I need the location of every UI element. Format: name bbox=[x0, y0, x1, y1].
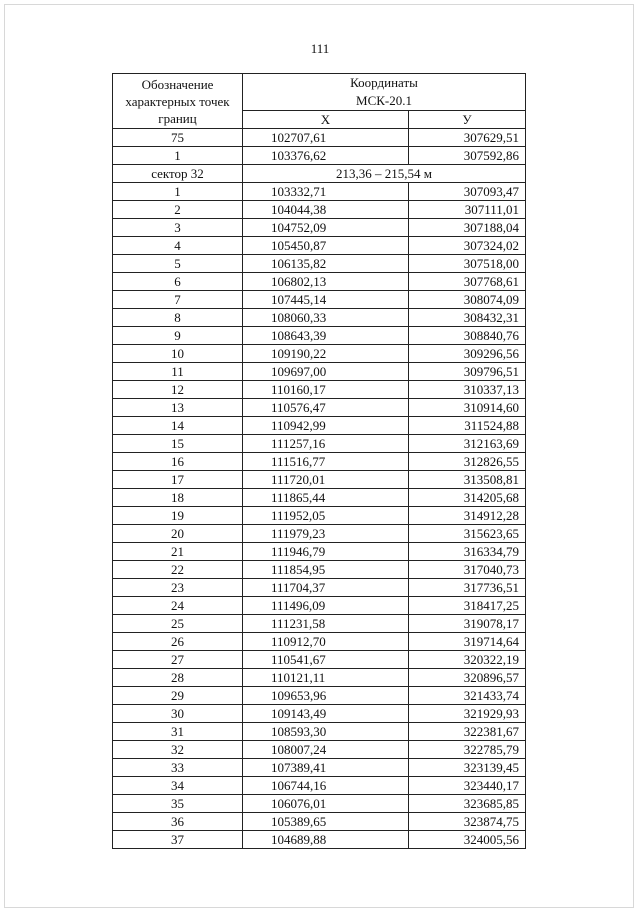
y-cell: 324005,56 bbox=[409, 831, 526, 849]
x-cell: 104752,09 bbox=[243, 219, 409, 237]
table-row bbox=[113, 651, 526, 669]
page-number: 111 bbox=[310, 41, 330, 56]
point-cell: 22 bbox=[113, 561, 243, 579]
y-column-header: У bbox=[409, 111, 526, 129]
y-cell: 322381,67 bbox=[409, 723, 526, 741]
table-row bbox=[113, 309, 526, 327]
y-cell: 307518,00 bbox=[409, 255, 526, 273]
table-row bbox=[113, 633, 526, 651]
table-row bbox=[113, 363, 526, 381]
y-cell: 307188,04 bbox=[409, 219, 526, 237]
point-cell: 19 bbox=[113, 507, 243, 525]
x-cell: 111946,79 bbox=[243, 543, 409, 561]
x-cell: 107445,14 bbox=[243, 291, 409, 309]
point-cell: 36 bbox=[113, 813, 243, 831]
y-cell: 307768,61 bbox=[409, 273, 526, 291]
table-row bbox=[113, 669, 526, 687]
point-cell: 14 bbox=[113, 417, 243, 435]
table-row bbox=[113, 759, 526, 777]
table-row bbox=[113, 399, 526, 417]
point-cell: 28 bbox=[113, 669, 243, 687]
point-cell: 10 bbox=[113, 345, 243, 363]
point-cell: 17 bbox=[113, 471, 243, 489]
sector-row bbox=[113, 165, 526, 183]
point-cell: 1 bbox=[113, 147, 243, 165]
y-cell: 307592,86 bbox=[409, 147, 526, 165]
table-row bbox=[113, 525, 526, 543]
y-cell: 308074,09 bbox=[409, 291, 526, 309]
coordinate-system: МСК-20.1 bbox=[356, 93, 412, 108]
table-row bbox=[113, 597, 526, 615]
y-cell: 314912,28 bbox=[409, 507, 526, 525]
y-cell: 315623,65 bbox=[409, 525, 526, 543]
point-cell: 24 bbox=[113, 597, 243, 615]
y-cell: 308432,31 bbox=[409, 309, 526, 327]
x-cell: 105450,87 bbox=[243, 237, 409, 255]
point-cell: 3 bbox=[113, 219, 243, 237]
y-cell: 307324,02 bbox=[409, 237, 526, 255]
coordinates-table-body bbox=[113, 74, 526, 849]
table-row bbox=[113, 237, 526, 255]
point-cell: 2 bbox=[113, 201, 243, 219]
point-cell: 18 bbox=[113, 489, 243, 507]
point-cell: 15 bbox=[113, 435, 243, 453]
table-row bbox=[113, 273, 526, 291]
point-cell: 21 bbox=[113, 543, 243, 561]
y-cell: 312163,69 bbox=[409, 435, 526, 453]
point-cell: 12 bbox=[113, 381, 243, 399]
y-cell: 317736,51 bbox=[409, 579, 526, 597]
table-row bbox=[113, 291, 526, 309]
table-header-row bbox=[113, 74, 526, 111]
x-cell: 109190,22 bbox=[243, 345, 409, 363]
point-cell: 35 bbox=[113, 795, 243, 813]
x-cell: 106744,16 bbox=[243, 777, 409, 795]
coordinates-table bbox=[112, 73, 526, 849]
point-cell: 29 bbox=[113, 687, 243, 705]
x-cell: 109697,00 bbox=[243, 363, 409, 381]
x-cell: 111865,44 bbox=[243, 489, 409, 507]
x-cell: 110942,99 bbox=[243, 417, 409, 435]
x-cell: 110576,47 bbox=[243, 399, 409, 417]
point-cell: 7 bbox=[113, 291, 243, 309]
table-row bbox=[113, 489, 526, 507]
table-row bbox=[113, 129, 526, 147]
y-cell: 319714,64 bbox=[409, 633, 526, 651]
table-row bbox=[113, 795, 526, 813]
table-row bbox=[113, 453, 526, 471]
table-row bbox=[113, 687, 526, 705]
table-row bbox=[113, 147, 526, 165]
point-cell: 31 bbox=[113, 723, 243, 741]
y-cell: 312826,55 bbox=[409, 453, 526, 471]
point-cell: 9 bbox=[113, 327, 243, 345]
table-row bbox=[113, 579, 526, 597]
y-cell: 309296,56 bbox=[409, 345, 526, 363]
table-row bbox=[113, 813, 526, 831]
x-cell: 111720,01 bbox=[243, 471, 409, 489]
point-cell: 8 bbox=[113, 309, 243, 327]
y-cell: 323874,75 bbox=[409, 813, 526, 831]
coordinates-header bbox=[243, 74, 526, 111]
x-column-header: X bbox=[243, 111, 409, 129]
y-cell: 313508,81 bbox=[409, 471, 526, 489]
table-row bbox=[113, 831, 526, 849]
point-label-line-1: Обозначение bbox=[141, 76, 214, 92]
x-cell: 102707,61 bbox=[243, 129, 409, 147]
x-cell: 110541,67 bbox=[243, 651, 409, 669]
y-cell: 321929,93 bbox=[409, 705, 526, 723]
x-cell: 111979,23 bbox=[243, 525, 409, 543]
x-cell: 108060,33 bbox=[243, 309, 409, 327]
x-cell: 111257,16 bbox=[243, 435, 409, 453]
x-cell: 108643,39 bbox=[243, 327, 409, 345]
x-cell: 111952,05 bbox=[243, 507, 409, 525]
y-cell: 316334,79 bbox=[409, 543, 526, 561]
point-cell: 75 bbox=[113, 129, 243, 147]
point-cell: 13 bbox=[113, 399, 243, 417]
table-row bbox=[113, 777, 526, 795]
table-row bbox=[113, 201, 526, 219]
x-cell: 106135,82 bbox=[243, 255, 409, 273]
x-cell: 108007,24 bbox=[243, 741, 409, 759]
point-cell: 34 bbox=[113, 777, 243, 795]
x-cell: 110160,17 bbox=[243, 381, 409, 399]
y-cell: 323685,85 bbox=[409, 795, 526, 813]
table-row bbox=[113, 417, 526, 435]
x-cell: 106076,01 bbox=[243, 795, 409, 813]
table-row bbox=[113, 615, 526, 633]
table-row bbox=[113, 345, 526, 363]
y-cell: 307111,01 bbox=[409, 201, 526, 219]
x-cell: 109143,49 bbox=[243, 705, 409, 723]
x-cell: 107389,41 bbox=[243, 759, 409, 777]
table-row bbox=[113, 507, 526, 525]
point-label-header bbox=[113, 74, 243, 129]
y-cell: 320322,19 bbox=[409, 651, 526, 669]
point-cell: 16 bbox=[113, 453, 243, 471]
y-cell: 307629,51 bbox=[409, 129, 526, 147]
x-cell: 105389,65 bbox=[243, 813, 409, 831]
point-cell: 30 bbox=[113, 705, 243, 723]
point-cell: 25 bbox=[113, 615, 243, 633]
y-cell: 310337,13 bbox=[409, 381, 526, 399]
point-cell: 5 bbox=[113, 255, 243, 273]
y-cell: 321433,74 bbox=[409, 687, 526, 705]
x-cell: 111231,58 bbox=[243, 615, 409, 633]
y-cell: 307093,47 bbox=[409, 183, 526, 201]
x-cell: 109653,96 bbox=[243, 687, 409, 705]
y-cell: 311524,88 bbox=[409, 417, 526, 435]
point-cell: 23 bbox=[113, 579, 243, 597]
sector-range: 213,36 – 215,54 м bbox=[243, 165, 526, 183]
y-cell: 317040,73 bbox=[409, 561, 526, 579]
point-cell: 20 bbox=[113, 525, 243, 543]
y-cell: 318417,25 bbox=[409, 597, 526, 615]
point-label-line-2: характерных точек bbox=[125, 93, 230, 109]
y-cell: 322785,79 bbox=[409, 741, 526, 759]
table-row bbox=[113, 741, 526, 759]
point-cell: 32 bbox=[113, 741, 243, 759]
x-cell: 111854,95 bbox=[243, 561, 409, 579]
y-cell: 310914,60 bbox=[409, 399, 526, 417]
table-row bbox=[113, 435, 526, 453]
x-cell: 111704,37 bbox=[243, 579, 409, 597]
table-row bbox=[113, 705, 526, 723]
y-cell: 314205,68 bbox=[409, 489, 526, 507]
point-cell: 11 bbox=[113, 363, 243, 381]
table-row bbox=[113, 219, 526, 237]
y-cell: 319078,17 bbox=[409, 615, 526, 633]
table-row bbox=[113, 723, 526, 741]
x-cell: 108593,30 bbox=[243, 723, 409, 741]
sector-name: сектор 32 bbox=[113, 165, 243, 183]
table-row bbox=[113, 543, 526, 561]
x-cell: 111496,09 bbox=[243, 597, 409, 615]
x-cell: 111516,77 bbox=[243, 453, 409, 471]
x-cell: 110912,70 bbox=[243, 633, 409, 651]
point-cell: 4 bbox=[113, 237, 243, 255]
table-row bbox=[113, 561, 526, 579]
x-cell: 110121,11 bbox=[243, 669, 409, 687]
y-cell: 323440,17 bbox=[409, 777, 526, 795]
table-row bbox=[113, 471, 526, 489]
point-cell: 33 bbox=[113, 759, 243, 777]
point-cell: 6 bbox=[113, 273, 243, 291]
x-cell: 103376,62 bbox=[243, 147, 409, 165]
x-cell: 104689,88 bbox=[243, 831, 409, 849]
table-row bbox=[113, 381, 526, 399]
y-cell: 320896,57 bbox=[409, 669, 526, 687]
point-cell: 27 bbox=[113, 651, 243, 669]
coordinates-title: Координаты bbox=[350, 75, 418, 90]
point-cell: 26 bbox=[113, 633, 243, 651]
y-cell: 323139,45 bbox=[409, 759, 526, 777]
point-cell: 37 bbox=[113, 831, 243, 849]
x-cell: 106802,13 bbox=[243, 273, 409, 291]
point-cell: 1 bbox=[113, 183, 243, 201]
y-cell: 308840,76 bbox=[409, 327, 526, 345]
table-row bbox=[113, 183, 526, 201]
y-cell: 309796,51 bbox=[409, 363, 526, 381]
table-row bbox=[113, 255, 526, 273]
table-row bbox=[113, 327, 526, 345]
x-cell: 103332,71 bbox=[243, 183, 409, 201]
x-cell: 104044,38 bbox=[243, 201, 409, 219]
point-label-line-3: границ bbox=[158, 110, 197, 126]
